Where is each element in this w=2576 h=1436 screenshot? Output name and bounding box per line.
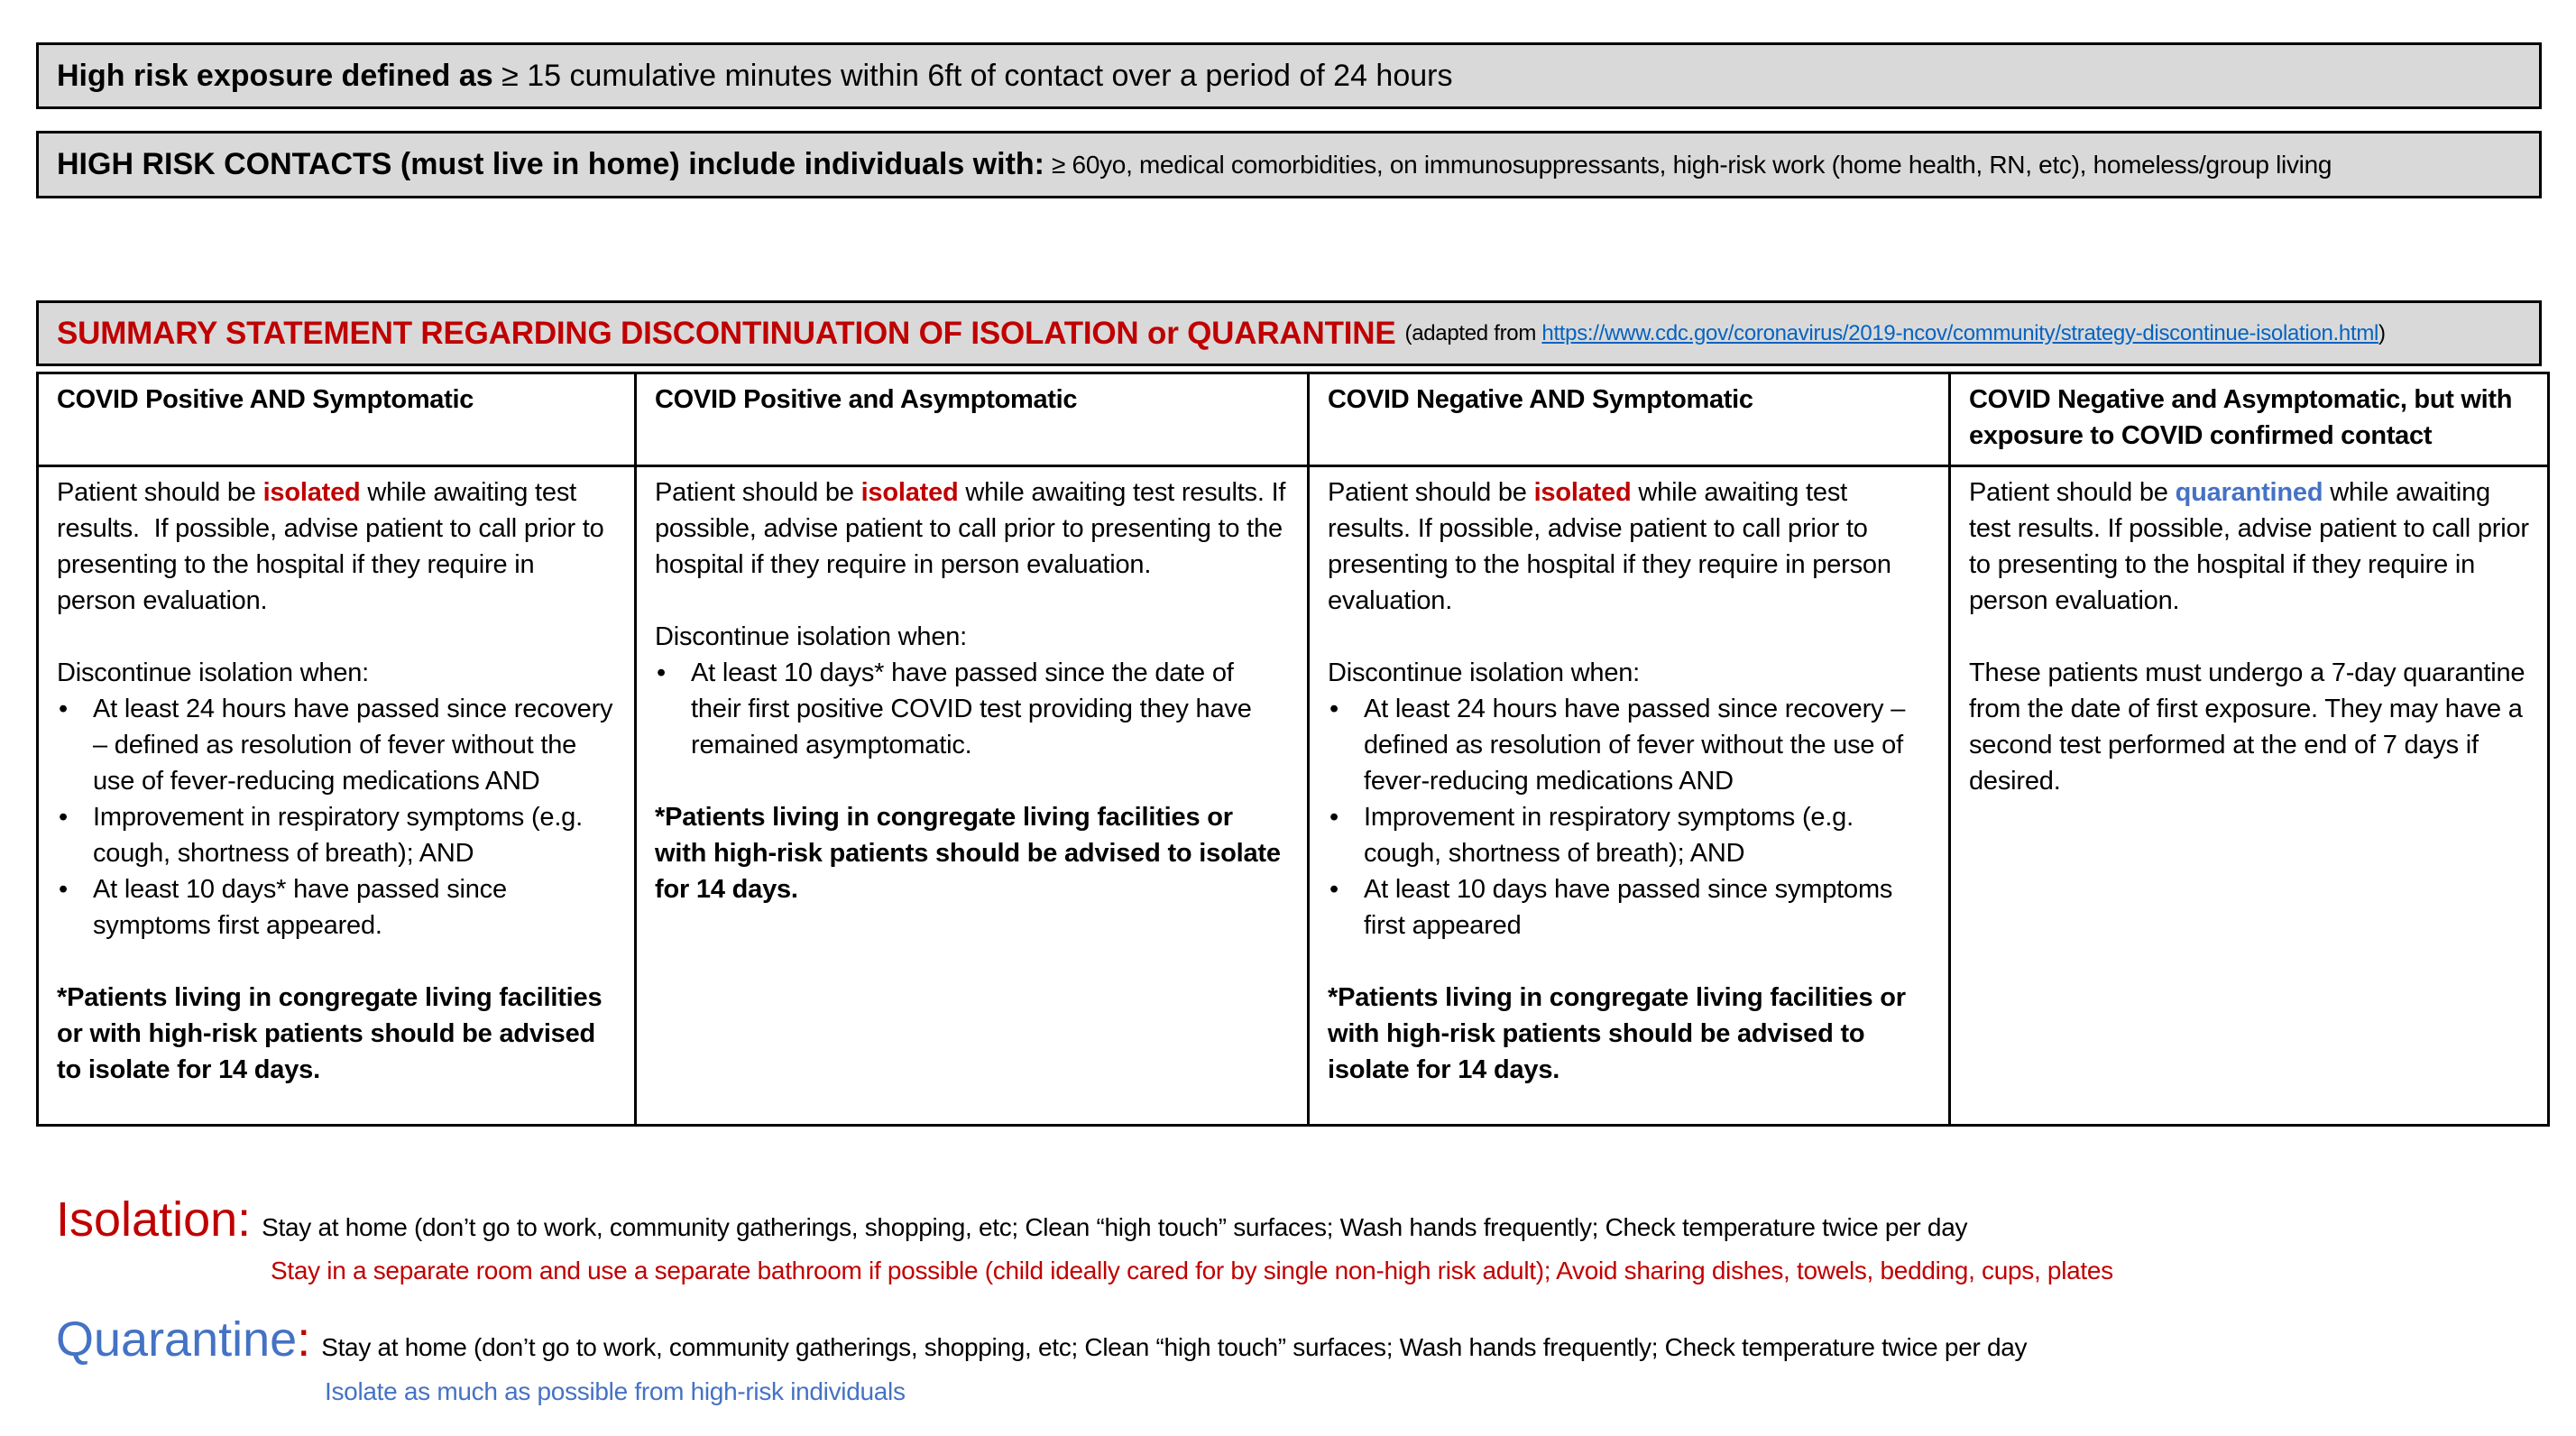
isolation-term-text: Isolation <box>56 1192 238 1247</box>
bullet-icon: • <box>1329 803 1339 832</box>
intro-paragraph <box>57 474 616 619</box>
intro-text-rest: while awaiting test results. If possible, advise patient to call prior to presenting to the hospital if they require in person evaluation. <box>655 478 1293 579</box>
list-item <box>1328 799 1930 871</box>
bullet-icon: • <box>59 875 68 904</box>
colon: : <box>297 1312 311 1367</box>
criterion-text: At least 24 hours have passed since recovery – defined as resolution of fever without the use of fever-reducing medications AND <box>1364 695 1906 796</box>
exposure-text: ≥ 15 cumulative minutes within 6ft of contact over a period of 24 hours <box>492 58 1453 93</box>
source-prefix: (adapted from <box>1404 320 1542 345</box>
contacts-text: ≥ 60yo, medical comorbidities, on immunosuppressants, high-risk work (home health, RN, etc), homeless/group living <box>1052 150 2332 179</box>
intro-text: Patient should be <box>1328 478 1534 507</box>
cell-positive-asymptomatic <box>636 466 1309 1126</box>
header-covid-positive-symptomatic: COVID Positive AND Symptomatic <box>38 373 636 466</box>
list-item <box>57 799 616 871</box>
intro-text: Patient should be <box>1969 478 2176 507</box>
discontinue-criteria-list <box>57 691 616 944</box>
colon: : <box>237 1192 252 1247</box>
discontinue-criteria-list <box>1328 691 1930 944</box>
list-item <box>57 691 616 799</box>
intro-text: Patient should be <box>57 478 263 507</box>
summary-statement-header <box>36 300 2542 366</box>
intro-text-rest: while awaiting test results. If possible, advise patient to call prior to presenting to the hospital if they require in person evaluation. <box>1969 478 2536 615</box>
bullet-icon: • <box>657 658 666 687</box>
discontinue-label: Discontinue isolation when: <box>655 622 968 651</box>
guidance-table <box>36 372 2550 1127</box>
list-item <box>655 655 1289 763</box>
criterion-text: At least 24 hours have passed since recovery – defined as resolution of fever without the use of fever-reducing medications AND <box>93 695 613 796</box>
intro-text: Patient should be <box>655 478 861 507</box>
cell-negative-asymptomatic-exposed <box>1950 466 2549 1126</box>
discontinue-label: Discontinue isolation when: <box>1328 658 1641 687</box>
intro-paragraph <box>1328 474 1930 619</box>
criterion-text: Improvement in respiratory symptoms (e.g. cough, shortness of breath); AND <box>93 803 583 868</box>
quarantine-instructions: Stay at home (don’t go to work, community gatherings, shopping, etc; Clean “high touch” surfaces; Wash hands frequently; Check temperature twice per day <box>321 1333 2028 1361</box>
bullet-icon: • <box>1329 695 1339 723</box>
summary-title: SUMMARY STATEMENT REGARDING DISCONTINUATION OF ISOLATION or QUARANTINE <box>57 315 1396 351</box>
criterion-text: At least 10 days* have passed since symptoms first appeared. <box>93 875 507 940</box>
contacts-label: HIGH RISK CONTACTS (must live in home) include individuals with: <box>57 147 1044 181</box>
list-item <box>57 871 616 944</box>
isolated-keyword: isolated <box>262 478 361 507</box>
cell-negative-symptomatic <box>1309 466 1950 1126</box>
criterion-text: At least 10 days* have passed since the date of their first positive COVID test providing they have remained asymptomatic. <box>691 658 1252 759</box>
bullet-icon: • <box>59 803 68 832</box>
isolation-additional-instructions: Stay in a separate room and use a separate bathroom if possible (child ideally cared for by single non-high risk adult); Avoid sharing dishes, towels, bedding, cups, plates <box>271 1256 2113 1284</box>
high-risk-contacts-box <box>36 131 2542 198</box>
header-covid-positive-asymptomatic: COVID Positive and Asymptomatic <box>636 373 1309 466</box>
isolated-keyword: isolated <box>1533 478 1632 507</box>
isolation-term <box>56 1192 251 1247</box>
congregate-living-note: *Patients living in congregate living facilities or with high-risk patients should be advised to isolate for 14 days. <box>655 803 1281 904</box>
exposure-definition-box <box>36 42 2542 109</box>
isolation-instructions: Stay at home (don’t go to work, community gatherings, shopping, etc; Clean “high touch” surfaces; Wash hands frequently; Check temperature twice per day <box>262 1213 1968 1241</box>
discontinue-criteria-list <box>655 655 1289 763</box>
quarantine-duration-paragraph: These patients must undergo a 7-day quarantine from the date of first exposure. They may have a second test performed at the end of 7 days if desired. <box>1969 658 2525 796</box>
congregate-living-note: *Patients living in congregate living facilities or with high-risk patients should be advised to isolate for 14 days. <box>1328 983 1906 1084</box>
quarantine-term <box>56 1312 310 1367</box>
table-header-row <box>38 373 2549 466</box>
source-suffix: ) <box>2378 320 2386 345</box>
congregate-living-note: *Patients living in congregate living facilities or with high-risk patients should be advised to isolate for 14 days. <box>57 983 603 1084</box>
list-item <box>1328 691 1930 799</box>
isolated-keyword: isolated <box>860 478 959 507</box>
header-covid-negative-asymptomatic-exposed: COVID Negative and Asymptomatic, but with exposure to COVID confirmed contact <box>1950 373 2549 466</box>
intro-paragraph <box>1969 474 2536 619</box>
quarantine-term-text: Quarantine <box>56 1312 298 1367</box>
quarantined-keyword: quarantined <box>2175 478 2323 507</box>
intro-text-rest: while awaiting test results. If possible, advise patient to call prior to presenting to the hospital if they require in person evaluation. <box>57 478 612 615</box>
quarantine-additional-instructions: Isolate as much as possible from high-risk individuals <box>325 1377 906 1405</box>
list-item <box>1328 871 1930 944</box>
header-covid-negative-symptomatic: COVID Negative AND Symptomatic <box>1309 373 1950 466</box>
cell-positive-symptomatic <box>38 466 636 1126</box>
cdc-source-link[interactable]: https://www.cdc.gov/coronavirus/2019-ncov/community/strategy-discontinue-isolation.html <box>1541 320 2379 345</box>
summary-source <box>1405 321 2386 346</box>
table-row <box>38 466 2549 1126</box>
exposure-label: High risk exposure defined as <box>57 58 493 93</box>
discontinue-label: Discontinue isolation when: <box>57 658 370 687</box>
quarantine-definition <box>56 1312 2027 1367</box>
bullet-icon: • <box>1329 875 1339 904</box>
bullet-icon: • <box>59 695 68 723</box>
criterion-text: Improvement in respiratory symptoms (e.g. cough, shortness of breath); AND <box>1364 803 1854 868</box>
intro-paragraph <box>655 474 1293 583</box>
intro-text-rest: while awaiting test results. If possible, advise patient to call prior to presenting to the hospital if they require in person evaluation. <box>1328 478 1899 615</box>
criterion-text: At least 10 days have passed since symptoms first appeared <box>1364 875 1893 940</box>
isolation-definition <box>56 1192 1967 1247</box>
